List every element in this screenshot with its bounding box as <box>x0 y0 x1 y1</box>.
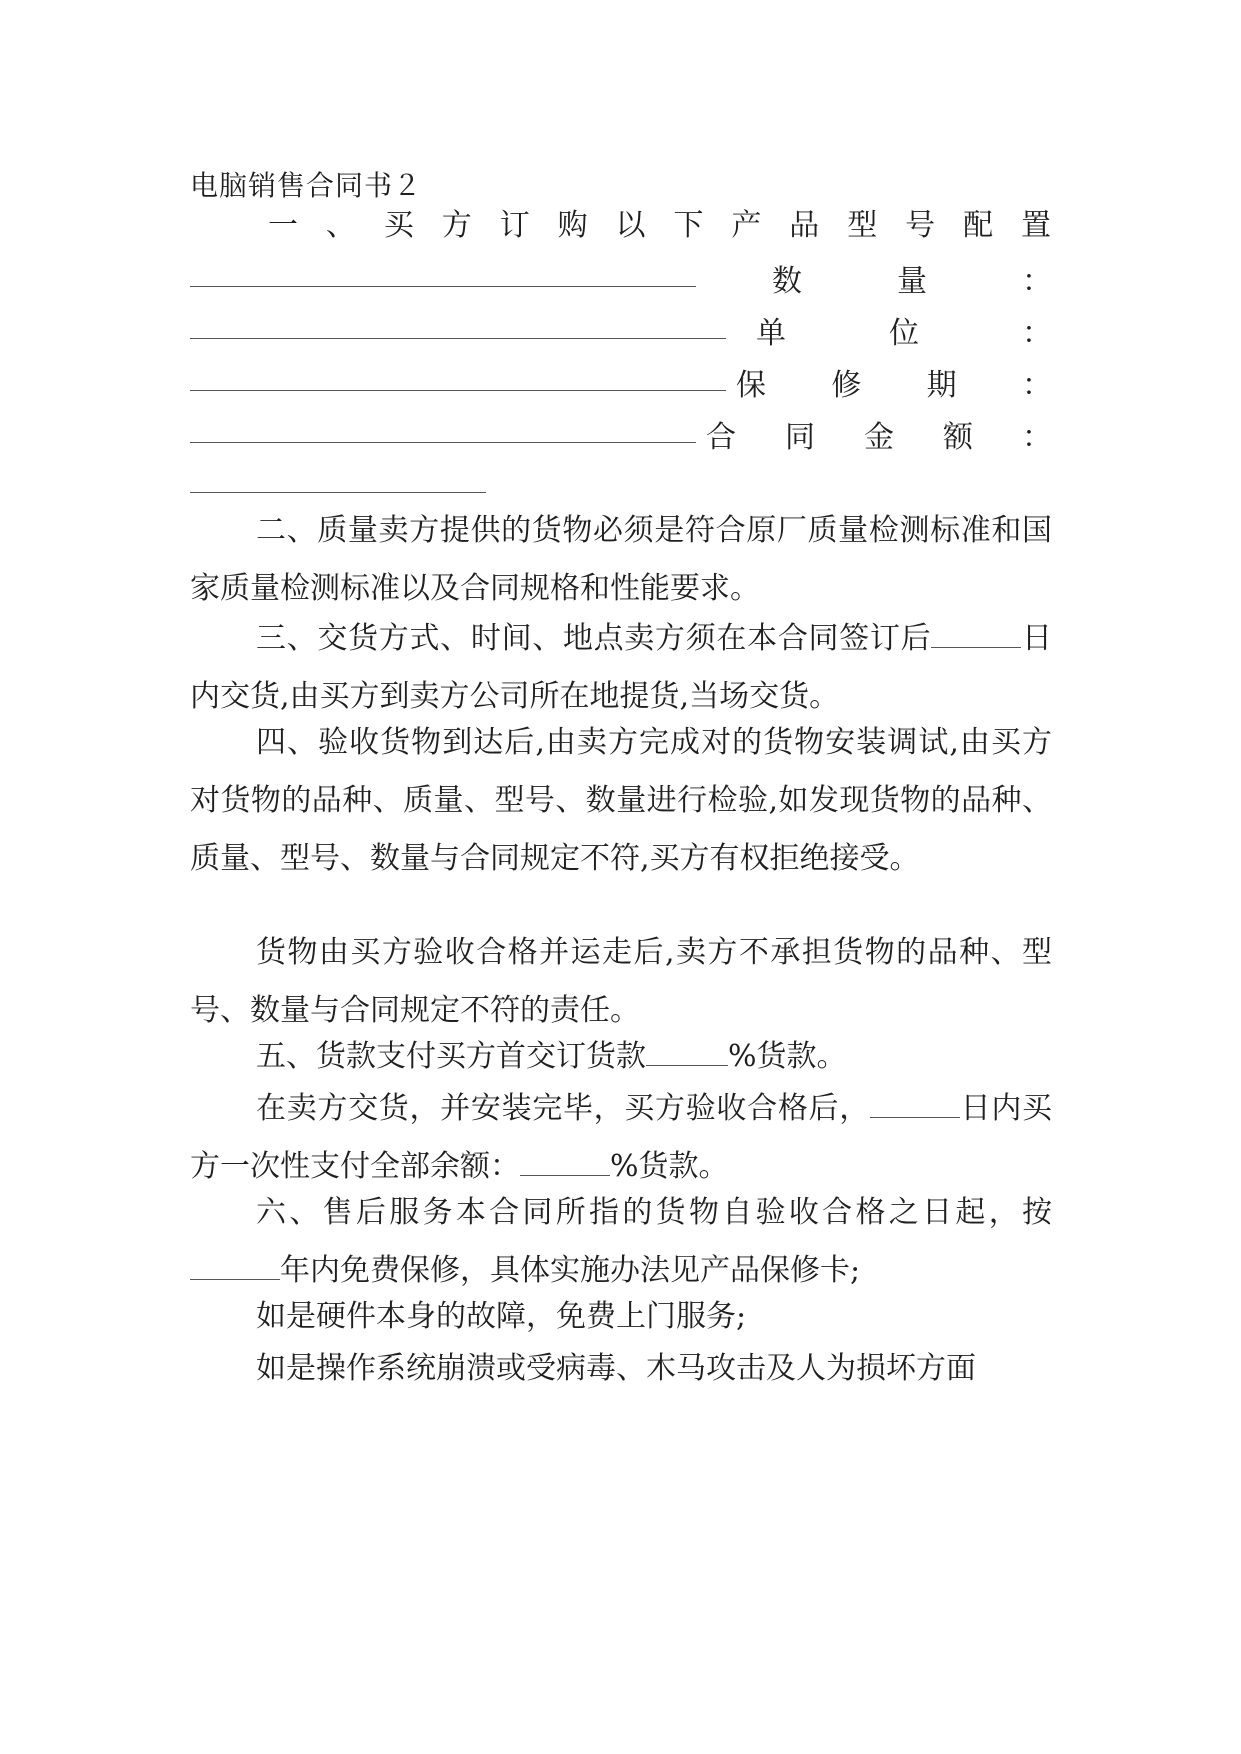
section4b-text: 货物由买方验收合格并运走后,卖方不承担货物的品种、型号、数量与合同规定不符的责任。 <box>190 935 1052 1028</box>
blank-line <box>190 442 696 443</box>
section6-text-b: 年内免费保修，具体实施办法见产品保修卡; <box>280 1253 861 1288</box>
field-label-char: ： <box>1022 316 1052 351</box>
heading-char: 、 <box>325 208 356 243</box>
heading-char: 型 <box>847 208 878 243</box>
section4-text: 四、验收货物到达后,由卖方完成对的货物安装调试,由买方对货物的品种、质量、型号、数量进行检验,如发现货物的品种、质量、型号、数量与合同规定不符,买方有权拒绝接受。 <box>190 725 1052 876</box>
heading-char: 方 <box>441 208 472 243</box>
field-label-char: 修 <box>831 368 862 403</box>
field-amount <box>190 412 1052 455</box>
field-label-char: 合 <box>706 420 736 455</box>
section6-paragraph <box>190 1184 1052 1300</box>
heading-char: 置 <box>1020 208 1051 243</box>
field-label-amount <box>706 412 1052 456</box>
field-label-char: 数 <box>772 264 802 299</box>
section4-paragraph <box>190 714 1052 888</box>
field-label-char: 期 <box>926 368 957 403</box>
field-quantity <box>190 256 1052 299</box>
field-label-char: ： <box>1021 368 1052 403</box>
section6-hardware-paragraph <box>190 1288 1052 1346</box>
section5-paragraph <box>190 1028 1052 1086</box>
heading-char: 买 <box>383 208 414 243</box>
section6-text-a: 六、售后服务本合同所指的货物自验收合格之日起，按 <box>256 1195 1052 1230</box>
field-label-warranty <box>736 360 1052 404</box>
field-label-char: 金 <box>864 420 894 455</box>
heading-char: 配 <box>963 208 994 243</box>
section6-text-c: 如是硬件本身的故障，免费上门服务; <box>256 1299 747 1334</box>
heading-char: 购 <box>557 208 588 243</box>
field-label-char: 同 <box>785 420 815 455</box>
section6-text-d: 如是操作系统崩溃或受病毒、木马攻击及人为损坏方面 <box>256 1351 976 1386</box>
section4b-paragraph <box>190 924 1052 1040</box>
heading-char: 号 <box>905 208 936 243</box>
section1-heading <box>268 200 1051 244</box>
section5-payment-paragraph <box>190 1080 1052 1196</box>
field-label-char: ： <box>1022 420 1052 455</box>
field-label-char: 位 <box>889 316 919 351</box>
blank-line <box>190 338 726 339</box>
heading-char: 下 <box>673 208 704 243</box>
section5-text-a: 五、货款支付买方首交订货款 <box>256 1039 646 1074</box>
heading-char: 品 <box>789 208 820 243</box>
field-label-char: 保 <box>736 368 766 403</box>
field-label-quantity <box>772 256 1052 300</box>
section5-text-e: %货款。 <box>610 1149 729 1184</box>
document-title: 电脑销售合同书２ <box>190 169 423 202</box>
blank-years <box>190 1279 280 1280</box>
field-unit <box>190 308 1052 351</box>
heading-char: 产 <box>731 208 762 243</box>
field-warranty <box>190 360 1052 403</box>
section2-paragraph <box>190 502 1052 618</box>
blank-line <box>190 286 696 287</box>
blank-days <box>870 1117 960 1118</box>
section3-paragraph <box>190 610 1052 726</box>
section3-text-a: 三、交货方式、时间、地点卖方须在本合同签订后 <box>256 621 932 656</box>
section5-text-c: 在卖方交货，并安装完毕，买方验收合格后， <box>256 1091 870 1126</box>
section5-text-b: %货款。 <box>728 1039 847 1074</box>
field-label-char: 单 <box>756 316 786 351</box>
blank-days <box>931 647 1021 648</box>
field-label-char: ： <box>1022 264 1052 299</box>
section2-text: 二、质量卖方提供的货物必须是符合原厂质量检测标准和国家质量检测标准以及合同规格和性能要求。 <box>190 513 1052 606</box>
blank-percent <box>646 1065 728 1066</box>
heading-char: 一 <box>268 208 298 243</box>
heading-char: 以 <box>615 208 646 243</box>
blank-percent <box>520 1175 610 1176</box>
field-label-unit <box>756 308 1052 352</box>
section6-software-paragraph <box>190 1340 1052 1398</box>
blank-line <box>190 492 486 493</box>
section5-text-d: 日内买方一次性支付全部余额： <box>190 1091 1053 1184</box>
section3-text-b: 日内交货,由买方到卖方公司所在地提货,当场交货。 <box>190 621 1053 714</box>
heading-char: 订 <box>499 208 530 243</box>
blank-line <box>190 390 726 391</box>
field-amount-continued <box>190 462 1052 502</box>
field-label-char: 量 <box>897 264 927 299</box>
field-label-char: 额 <box>943 420 973 455</box>
